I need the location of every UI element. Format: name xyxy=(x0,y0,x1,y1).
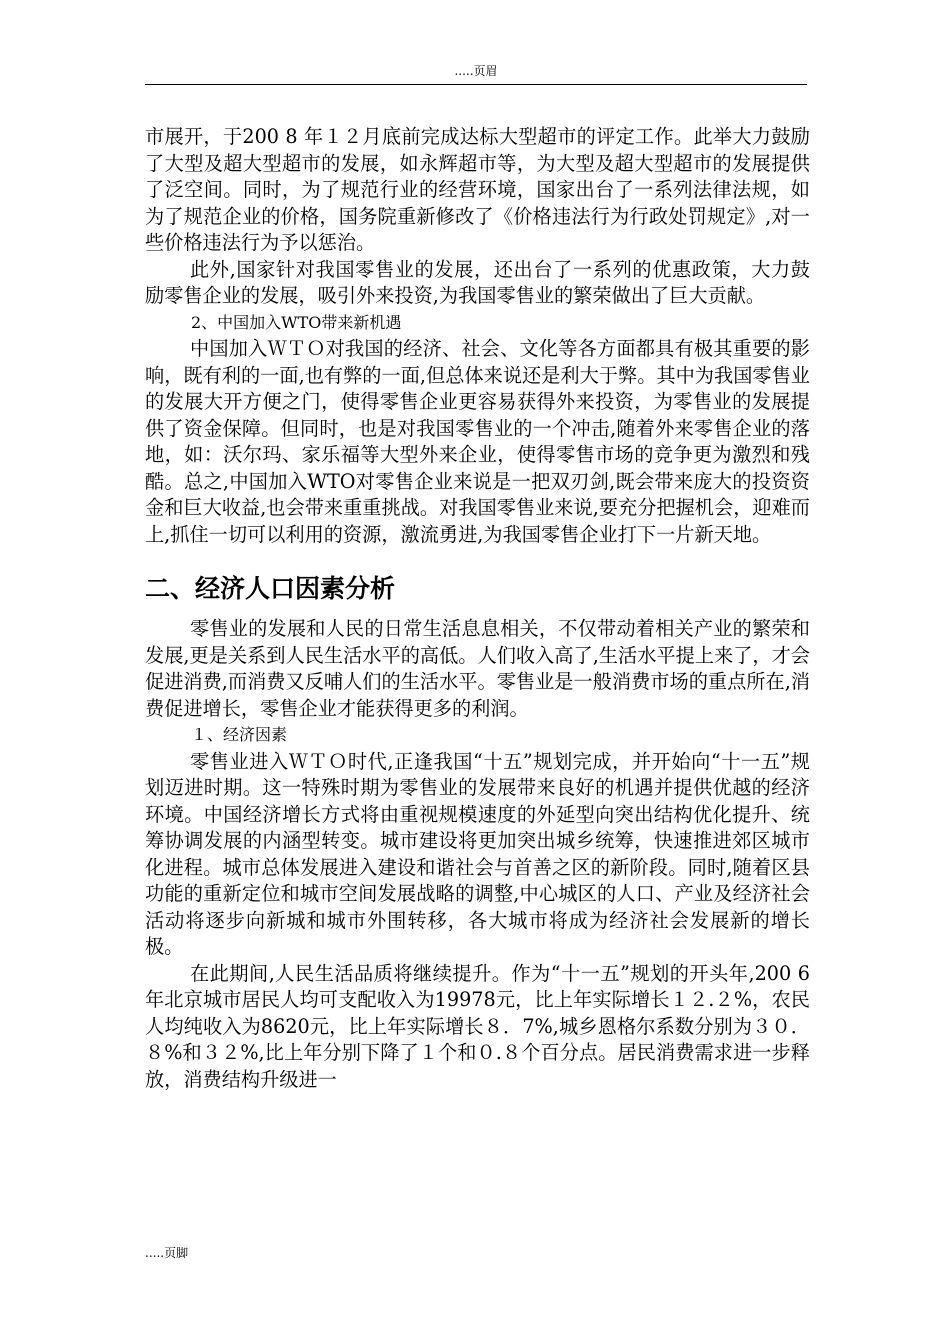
page-footer xyxy=(145,1246,188,1260)
paragraph-wto-era-environment: 零售业进入ＷＴＯ时代,正逢我国“十五”规划完成，并开始向“十一五”规划迈进时期。这一特殊时期为零售业的发展带来良好的机遇并提供优越的经济环境。中国经济增长方式将由重视规模速度的外延型向突出结构优化提升、统筹协调发展的内涵型转变。城市建设将更加突出城乡统筹，快速推进郊区城市化进程。城市总体发展进入建设和谐社会与首善之区的新阶段。同时,随着区县功能的重新定位和城市空间发展战略的调整,中心城区的人口、产业及经济社会活动将逐步向新城和城市外围转移，各大城市将成为经济社会发展新的增长极。 xyxy=(145,749,810,958)
paragraph-living-quality: 在此期间,人民生活品质将继续提升。作为“十一五”规划的开头年,200 6 年北京城市居民人均可支配收入为19978元，比上年实际增长１２.２%，农民人均纯收入为8620元，比上年实际增长８．7%,城乡恩格尔系数分别为３０． ８%和３２%,比上年分别下降了１个和０.８个百分点。居民消费需求进一步释放，消费结构升级进一 xyxy=(145,961,810,1091)
header-text: .....页眉 xyxy=(454,64,498,78)
paragraph-preferential-policies: 此外,国家针对我国零售业的发展，还出台了一系列的优惠政策，大力鼓励零售企业的发展，吸引外来投资,为我国零售业的繁荣做出了巨大贡献。 xyxy=(145,257,810,307)
paragraph-wto-impact: 中国加入ＷＴＯ对我国的经济、社会、文化等各方面都具有极其重要的影响，既有利的一面,也有弊的一面,但总体来说还是利大于弊。其中为我国零售业的发展大开方便之门，使得零售企业更容易获得外来投资，为零售业的发展提供了资金保障。但同时，也是对我国零售业的一个冲击,随着外来零售企业的落地，如：沃尔玛、家乐福等大型外来企业，使得零售市场的竞争更为激烈和残酷。总之,中国加入WTO对零售企业来说是一把双刃剑,既会带来庞大的投资资金和巨大收益,也会带来重重挑战。对我国零售业来说,要充分把握机会，迎难而上,抓住一切可以利用的资源，激流勇进,为我国零售企业打下一片新天地。 xyxy=(145,337,810,546)
section-heading-economic-population: 二、经济人口因素分析 xyxy=(145,574,396,603)
subheading-economic-factors: １、经济因素 xyxy=(191,725,288,744)
footer-text: .....页脚 xyxy=(145,1246,189,1260)
page-header xyxy=(145,64,807,85)
document-body xyxy=(145,124,810,1093)
paragraph-retail-and-living: 零售业的发展和人民的日常生活息息相关，不仅带动着相关产业的繁荣和发展,更是关系到人民生活水平的高低。人们收入高了,生活水平提上来了，才会促进消费,而消费又反哺人们的生活水平。零售业是一般消费市场的重点所在,消费促进增长，零售企业才能获得更多的利润。 xyxy=(145,617,810,720)
subheading-wto-opportunity: 2、中国加入WTO带来新机遇 xyxy=(191,312,402,332)
paragraph-policy-continuation: 市展开，于200 8 年１２月底前完成达标大型超市的评定工作。此举大力鼓励了大型及超大型超市的发展，如永辉超市等，为大型及超大型超市的发展提供了泛空间。同时，为了规范行业的经营环境，国家出台了一系列法律法规，如为了规范企业的价格，国务院重新修改了《价格违法行为行政处罚规定》,对一些价格违法行为予以惩治。 xyxy=(145,125,810,254)
